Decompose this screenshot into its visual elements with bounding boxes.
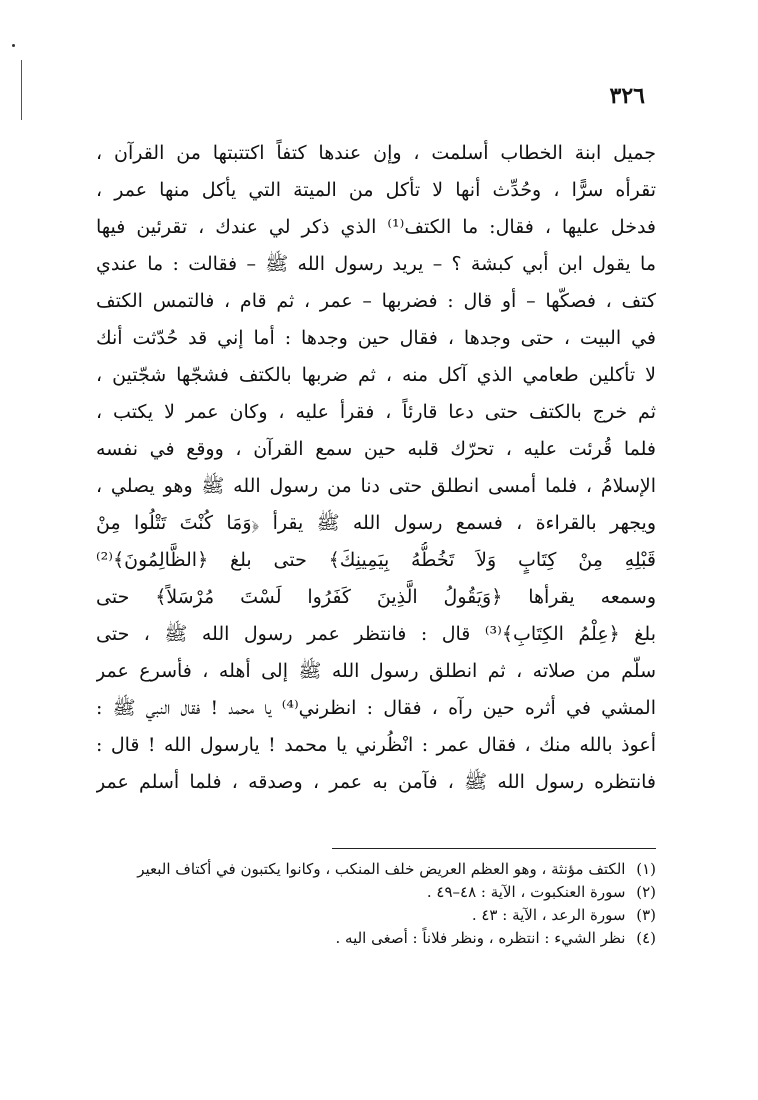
- text-line: وسمعه يقرأها ﴿وَيَقُولُ الَّذِينَ كَفَرُوا لَسْتَ مُرْسَلاً﴾ حتى: [96, 586, 656, 608]
- text-line: جميل ابنة الخطاب أسلمت ، وإن عندها كتفاً اكتتبتها من القرآن ،: [96, 142, 656, 164]
- footnote-separator: [332, 848, 656, 849]
- footnote-number: (١): [636, 860, 656, 878]
- text-line: بلغ ﴿عِلْمُ الكِتَابِ﴾⁽³⁾ قال : فانتظر عمر رسول الله ﷺ ، حتى: [96, 623, 656, 645]
- margin-line: [21, 60, 22, 120]
- text-line: لا تأكلين طعامي الذي آكل منه ، ثم ضربها بالكتف فشجّها شجّتين ،: [96, 364, 656, 386]
- text-line: في البيت ، حتى وجدها ، فقال حين وجدها : أما إني قد حُدّثت أنك: [96, 327, 656, 349]
- footnote-number: (٢): [636, 883, 656, 901]
- footnote-text: نظر الشيء : انتظره ، ونظر فلاناً : أصغى اليه .: [335, 929, 626, 947]
- main-text: [96, 135, 656, 801]
- text-line: كتف ، فصكّها – أو قال : فضربها – عمر ، ثم قام ، فالتمس الكتف: [96, 290, 656, 312]
- footnote-text: سورة العنكبوت ، الآية : ٤٨–٤٩ .: [426, 883, 626, 901]
- footnote: [96, 927, 656, 950]
- text-line: سلّم من صلاته ، ثم انطلق رسول الله ﷺ إلى أهله ، فأسرع عمر: [96, 660, 656, 682]
- footnote-number: (٣): [636, 906, 656, 924]
- text-line: تقرأه سرًّا ، وحُدِّث أنها لا تأكل من الميتة التي يأكل منها عمر ،: [96, 179, 656, 201]
- footnote-text: الكتف مؤنثة ، وهو العظم العريض خلف المنكب ، وكانوا يكتبون في أكتاف البعير: [137, 860, 626, 878]
- margin-dot: [12, 44, 15, 47]
- footnote-number: (٤): [636, 929, 656, 947]
- text-line: ويجهر بالقراءة ، فسمع رسول الله ﷺ يقرأ ﴿وَمَا كُنْتَ تَتْلُوا مِنْ: [96, 512, 656, 534]
- text-line: أعوذ بالله منك ، فقال عمر : انْظُرني يا محمد ! يارسول الله ! قال :: [96, 734, 656, 756]
- footnote-text: سورة الرعد ، الآية : ٤٣ .: [471, 906, 626, 924]
- text-line: فلما قُرئت عليه ، تحرّك قلبه حين سمع القرآن ، ووقع في نفسه: [96, 438, 656, 460]
- footnotes: [96, 858, 656, 950]
- footnote: [96, 858, 656, 881]
- text-line: المشي في أثره حين رآه ، فقال : انظرني⁽⁴⁾ يا محمد ! فقال النبي ﷺ :: [96, 697, 656, 719]
- page-number: ٣٢٦: [609, 83, 645, 109]
- footnote: [96, 881, 656, 904]
- text-line: فدخل عليها ، فقال: ما الكتف⁽¹⁾ الذي ذكر لي عندك ، تقرئين فيها: [96, 216, 656, 238]
- text-line: فانتظره رسول الله ﷺ ، فآمن به عمر ، وصدقه ، فلما أسلم عمر: [96, 771, 656, 793]
- text-line: ثم خرج بالكتف حتى دعا قارئاً ، فقرأ عليه ، وكان عمر لا يكتب ،: [96, 401, 656, 423]
- text-line: قَبْلِهِ مِنْ كِتَابٍ وَلاَ تَخُطُّهُ بِيَمِينِكَ﴾ حتى بلغ ﴿الظَّالِمُونَ﴾⁽²⁾: [96, 549, 656, 571]
- text-line: ما يقول ابن أبي كبشة ؟ – يريد رسول الله ﷺ – فقالت : ما عندي: [96, 253, 656, 275]
- text-line: الإسلامُ ، فلما أمسى انطلق حتى دنا من رسول الله ﷺ وهو يصلي ،: [96, 475, 656, 497]
- footnote: [96, 904, 656, 927]
